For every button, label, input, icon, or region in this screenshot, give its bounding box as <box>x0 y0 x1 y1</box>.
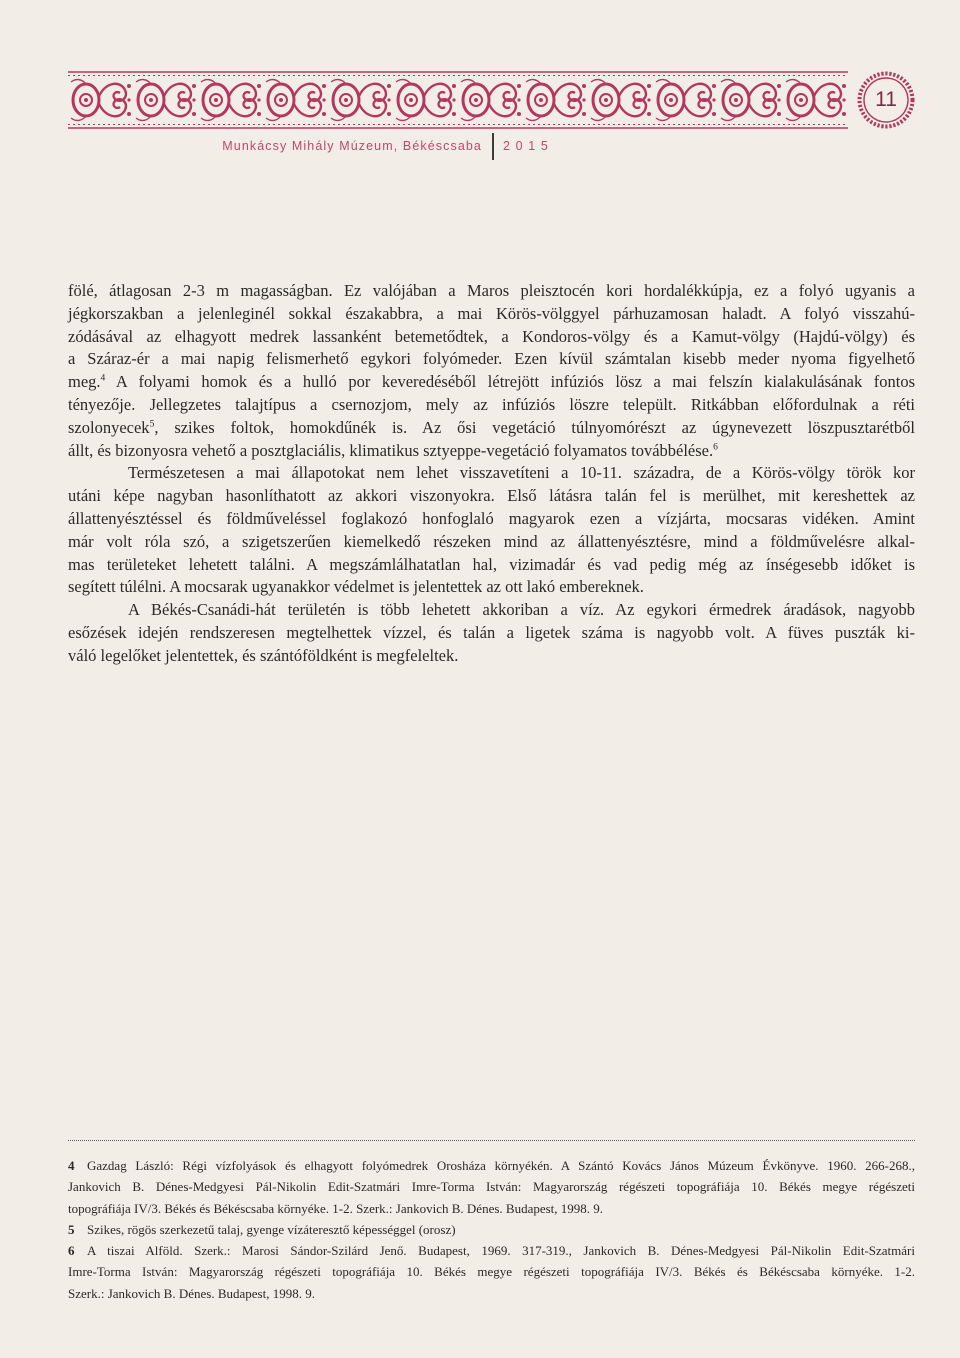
footnote-ref: 4 <box>100 373 106 384</box>
footnote-line <box>68 1155 915 1176</box>
line-text: meg. <box>68 372 101 392</box>
body-line: tényezője. Jellegzetes talajtípus a csernozjom, mely az infúziós löszre települt. Ritkábban előfordulnak a réti <box>68 394 915 414</box>
footnote-text: A tiszai Alföld. Szerk.: Marosi Sándor-Szilárd Jenő. Budapest, 1969. 317-319., Jankovich B. Dénes-Medgyesi Pál-Nikolin Edit-Szatmári <box>87 1243 915 1259</box>
footnote-line: Imre-Torma István: Magyarország régészeti topográfiája 10. Békés megye régészeti topográfiája IV/3. Békés és Békéscsaba környéke. 1-2. <box>68 1264 915 1280</box>
footnotes <box>68 1155 915 1304</box>
line-text: szolonyecek <box>68 417 150 437</box>
line-text: állt, és bizonyosra vehető a posztglaciális, klimatikus sztyeppe-vegetáció folyamatos továbbélése. <box>68 440 714 460</box>
header-divider <box>492 133 494 160</box>
body-line: zódásával az elhagyott medrek lassanként betemetődtek, a Kondoros-völgy és a Kamut-völgy (Hajdú-völgy) és <box>68 326 915 346</box>
body-line: már volt róla szó, a szigetszerűen kiemelkedő részeken mind az állattenyésztésre, mind a földművelésre alkal- <box>68 531 915 551</box>
footnote-4 <box>68 1155 915 1219</box>
footnote-text: Szikes, rögös szerkezetű talaj, gyenge vízáteresztő képességgel (orosz) <box>87 1221 456 1237</box>
paragraph <box>68 462 915 599</box>
body-line <box>68 440 915 463</box>
body-line: váló legelőket jelentettek, és szántóföldként is megfeleltek. <box>68 645 459 665</box>
footnote-line: topográfiája IV/3. Békés és Békéscsaba környéke. 1-2. Szerk.: Jankovich B. Dénes. Budapest, 1998. 9. <box>68 1200 604 1216</box>
paragraph <box>68 280 915 462</box>
body-line: fölé, átlagosan 2-3 m magasságban. Ez valójában a Maros pleisztocén kori hordalékkúpja, ez a folyó ugyanis a <box>68 281 915 300</box>
body-line: mas területeket lehetett találni. A megszámlálhatatlan hal, vizimadár és vad pedig még az ínségesebb időket is <box>68 554 915 574</box>
footnote-line <box>68 1219 915 1240</box>
body-line: segített túlélni. A mocsarak ugyanakkor védelmet is jelentettek az ott lakó embereknek. <box>68 577 644 597</box>
footnote-6 <box>68 1240 915 1304</box>
footnote-ref: 5 <box>149 419 155 430</box>
line-text: , szikes foltok, homokdűnék is. Az ősi vegetáció túlnyomórészt az úgynevezett löszpusztarétből <box>154 417 915 437</box>
body-line: állattenyésztéssel és földműveléssel foglakozó honfoglaló magyarok ezen a vízjárta, mocsaras vidéken. Amint <box>68 508 915 528</box>
page-number: 11 <box>875 88 897 111</box>
footnote-ref: 6 <box>713 442 718 453</box>
body-text <box>68 280 915 668</box>
footnote-number: 6 <box>68 1243 75 1259</box>
footnote-number: 5 <box>68 1221 75 1237</box>
footnote-separator <box>68 1140 915 1141</box>
footnote-5 <box>68 1219 915 1240</box>
ornamental-header-band <box>0 0 960 140</box>
body-line: esőzések idején rendszeresen megtelhettek vízzel, és talán a ligetek száma is nagyobb volt. A füves puszták ki- <box>68 622 915 642</box>
footnote-line: Jankovich B. Dénes-Medgyesi Pál-Nikolin Edit-Szatmári Imre-Torma István: Magyarország régészeti topográfiája 10. Békés megye régészeti <box>68 1179 915 1195</box>
footnote-line: Szerk.: Jankovich B. Dénes. Budapest, 1998. 9. <box>68 1285 315 1301</box>
header-year: 2 0 1 5 <box>503 139 549 153</box>
body-line: a Száraz-ér a mai napig felismerhető egykori folyómeder. Ezen kívül számtalan kisebb meder nyoma figyelhető <box>68 349 915 369</box>
body-line <box>68 417 915 440</box>
footnote-text: Gazdag László: Régi vízfolyások és elhagyott folyómedrek Orosháza környékén. A Szántó Kovács János Múzeum Évkönyve. 1960. 266-268., <box>87 1158 915 1173</box>
body-line: A Békés-Csanádi-hát területén is több lehetett akkoriban a víz. Az egykori érmedrek áradások, nagyobb <box>128 600 915 620</box>
header-institution: Munkácsy Mihály Múzeum, Békéscsaba <box>222 139 482 153</box>
footnote-number: 4 <box>68 1158 75 1173</box>
body-line: Természetesen a mai állapotokat nem lehet visszavetíteni a 10-11. századra, de a Körös-völgy török kor <box>128 463 915 483</box>
footnote-line <box>68 1240 915 1261</box>
body-line <box>68 371 915 394</box>
body-line: jégkorszakban a jelenleginél sokkal északabbra, a mai Körös-völggyel párhuzamosan haladt. A folyó visszahú- <box>68 303 915 323</box>
line-text: A folyami homok és a hulló por keveredéséből létrejött infúziós lösz a mai felszín kialakulásának fontos <box>105 372 915 392</box>
body-line: utáni képe nagyban hasonlíthatott az akkori viszonyokra. Első látásra talán fel is merülhet, mit kereshettek az <box>68 486 915 506</box>
paragraph <box>68 599 915 667</box>
